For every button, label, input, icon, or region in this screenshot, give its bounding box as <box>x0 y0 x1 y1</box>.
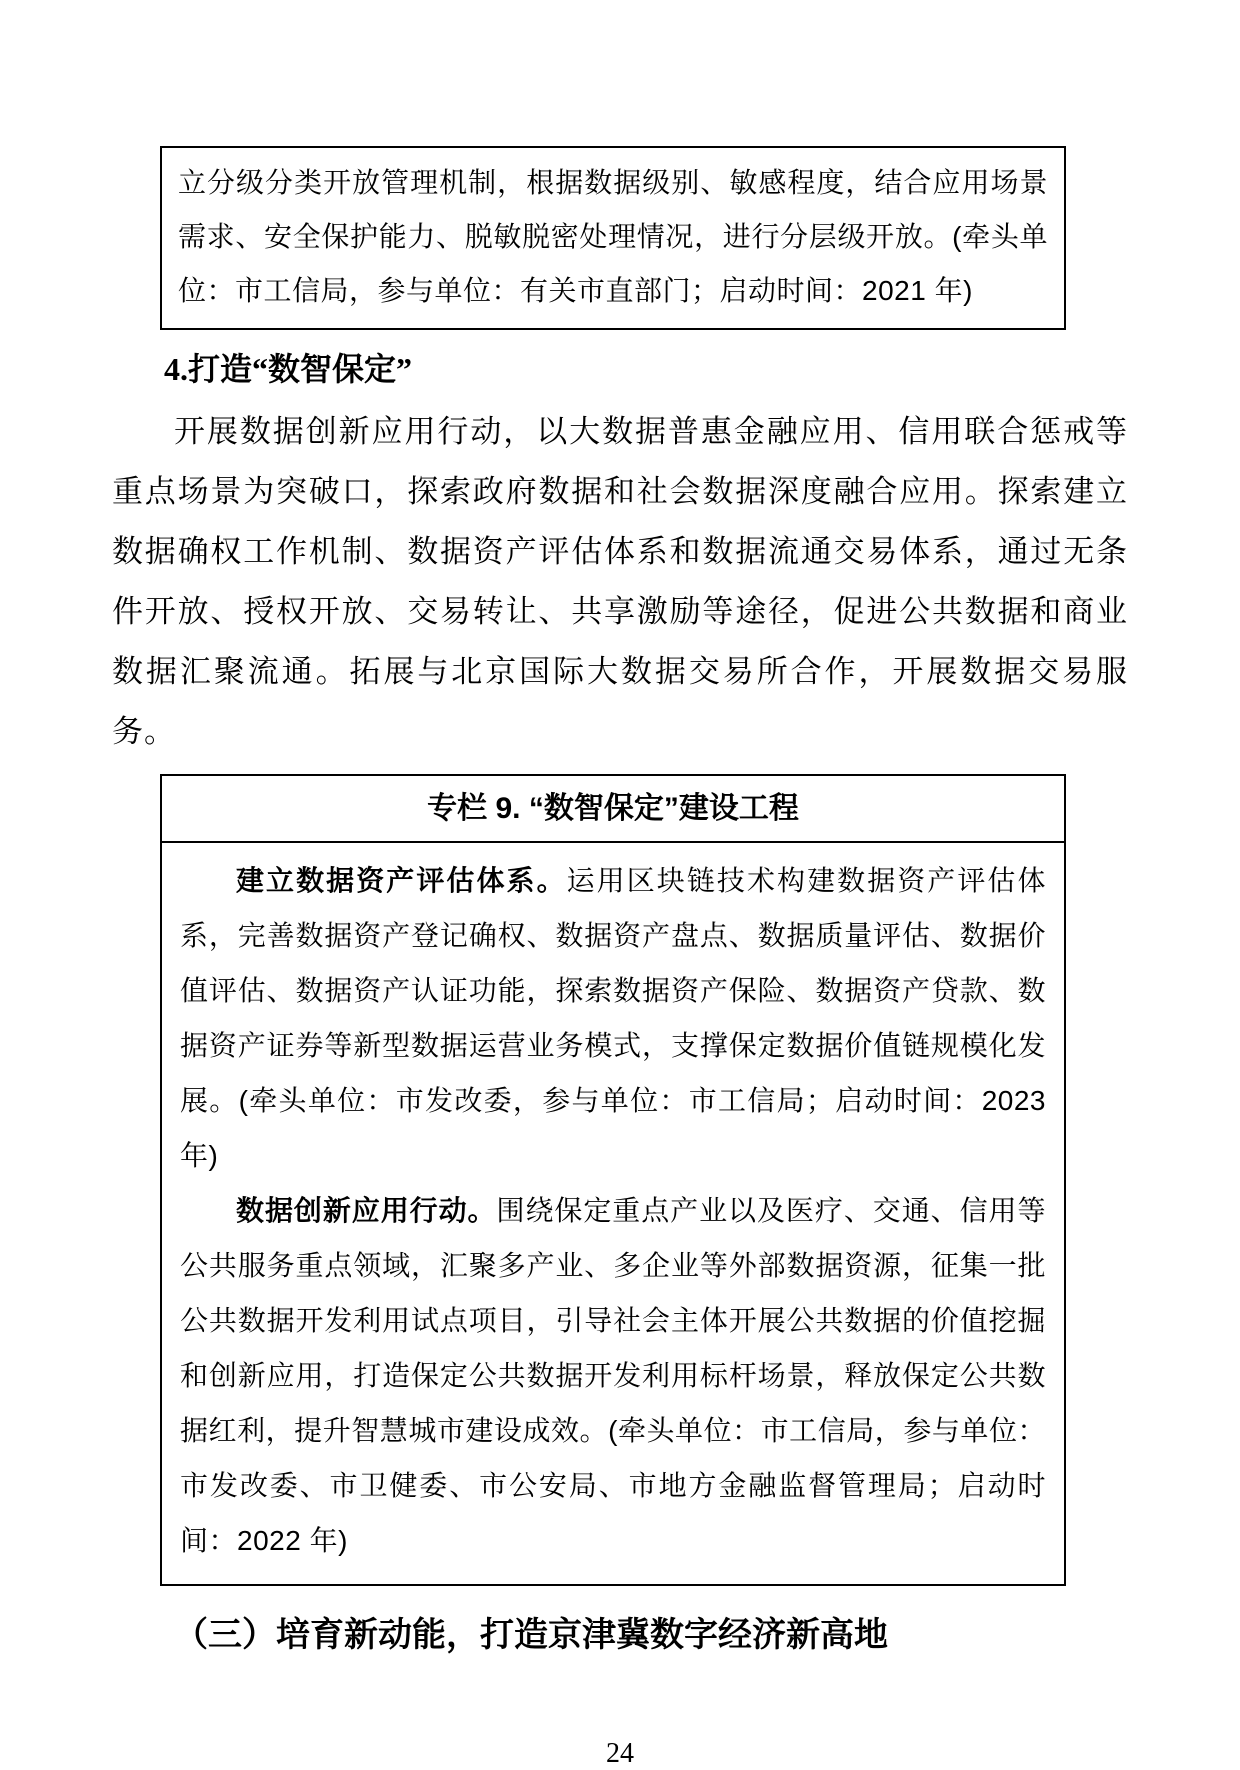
column9-item-2-text: 围绕保定重点产业以及医疗、交通、信用等公共服务重点领域，汇聚多产业、多企业等外部数据资源，征集一批公共数据开发利用试点项目，引导社会主体开展公共数据的价值挖掘和创新应用，打造保定公共数据开发利用标杆场景，释放保定公共数据红利，提升智慧城市建设成效。(牵头单位：市工信局，参与单位：市发改委、市卫健委、市公安局、市地方金融监督管理局；启动时间：2022 年) <box>180 1195 1046 1556</box>
column9-item-2 <box>180 1183 1046 1568</box>
section4-heading: 4.打造“数智保定” <box>164 351 413 387</box>
column9-title: 专栏 9. “数智保定”建设工程 <box>162 776 1064 843</box>
column9-item-2-lead: 数据创新应用行动。 <box>236 1195 497 1226</box>
column9-item-1-text: 运用区块链技术构建数据资产评估体系，完善数据资产登记确权、数据资产盘点、数据质量评估、数据价值评估、数据资产认证功能，探索数据资产保险、数据资产贷款、数据资产证券等新型数据运营业务模式，支撑保定数据价值链规模化发展。(牵头单位：市发改委，参与单位：市工信局；启动时间：2023 年) <box>180 865 1046 1171</box>
section4-paragraph: 开展数据创新应用行动，以大数据普惠金融应用、信用联合惩戒等重点场景为突破口，探索政府数据和社会数据深度融合应用。探索建立数据确权工作机制、数据资产评估体系和数据流通交易体系，通过无条件开放、授权开放、交易转让、共享激励等途径，促进公共数据和商业数据汇聚流通。拓展与北京国际大数据交易所合作，开展数据交易服务。 <box>112 414 1128 749</box>
continuation-text: 立分级分类开放管理机制，根据数据级别、敏感程度，结合应用场景需求、安全保护能力、脱敏脱密处理情况，进行分层级开放。(牵头单位：市工信局，参与单位：有关市直部门；启动时间：2021 年) <box>178 167 1048 306</box>
continuation-text-box <box>160 146 1066 330</box>
column9-body <box>162 843 1064 1584</box>
column9-box <box>160 774 1066 1586</box>
column9-item-1-lead: 建立数据资产评估体系。 <box>236 865 567 896</box>
section3-heading: （三）培育新动能，打造京津冀数字经济新高地 <box>174 1617 888 1654</box>
page-number: 24 <box>606 1738 634 1769</box>
column9-item-1 <box>180 853 1046 1183</box>
